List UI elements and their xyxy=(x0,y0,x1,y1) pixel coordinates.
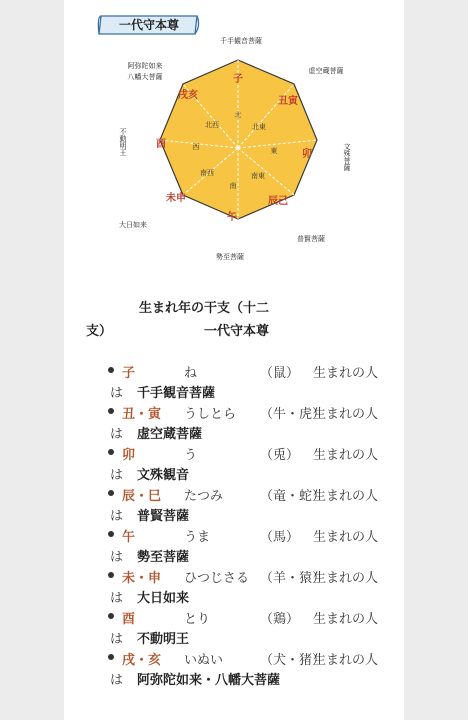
direction-n: 北 xyxy=(234,111,242,119)
bullet-icon xyxy=(108,531,114,537)
particle: は xyxy=(110,550,124,565)
reading: とり xyxy=(184,612,211,627)
zodiac-sign: 卯 xyxy=(122,448,136,463)
zodiac-w: 酉 xyxy=(156,139,166,150)
outer-label-bottom: 勢至菩薩 xyxy=(216,253,244,261)
buddha-name: 普賢菩薩 xyxy=(137,509,190,524)
zodiac-sign: 辰・巳 xyxy=(122,489,162,504)
bullet-icon xyxy=(108,654,114,660)
animal: （竜・蛇） xyxy=(260,489,326,504)
zodiac-n: 子 xyxy=(233,74,243,85)
particle: は xyxy=(110,386,124,401)
outer-label-bottom-right: 普賢菩薩 xyxy=(297,235,325,243)
born-text: 生まれの人 xyxy=(313,653,379,668)
bullet-icon xyxy=(108,613,114,619)
direction-nw: 北西 xyxy=(205,121,219,129)
zodiac-sign: 丑・寅 xyxy=(122,407,162,422)
animal: （牛・虎） xyxy=(260,407,326,422)
bullet-icon xyxy=(108,367,114,373)
caption-line-2b: 一代守本尊 xyxy=(204,324,270,339)
reading: う xyxy=(184,448,198,463)
born-text: 生まれの人 xyxy=(313,530,379,545)
zodiac-se: 辰己 xyxy=(268,196,288,207)
reading: ひつじさる xyxy=(184,571,250,586)
caption-line-2a: 支） xyxy=(86,324,113,339)
banner-title: 一代守本尊 xyxy=(118,18,179,32)
zodiac-list xyxy=(108,360,408,688)
reading: ね xyxy=(184,366,198,381)
zodiac-sign: 午 xyxy=(122,530,136,545)
zodiac-sw: 未申 xyxy=(166,193,186,204)
animal: （鶏） xyxy=(260,612,300,627)
particle: は xyxy=(110,468,124,483)
bullet-icon xyxy=(108,449,114,455)
born-text: 生まれの人 xyxy=(313,366,379,381)
outer-label-top-left-2: 八幡大菩薩 xyxy=(127,73,163,81)
direction-se: 南東 xyxy=(251,172,265,180)
reading: うま xyxy=(184,530,211,545)
buddha-name: 勢至菩薩 xyxy=(137,550,190,565)
born-text: 生まれの人 xyxy=(313,489,379,504)
list-item xyxy=(108,647,408,688)
zodiac-sign: 戌・亥 xyxy=(122,653,162,668)
zodiac-s: 午 xyxy=(227,212,237,223)
particle: は xyxy=(110,427,124,442)
animal: （鼠） xyxy=(260,366,300,381)
born-text: 生まれの人 xyxy=(313,448,379,463)
buddha-name: 虚空蔵菩薩 xyxy=(137,427,203,442)
direction-s: 南 xyxy=(229,182,237,190)
direction-sw: 南西 xyxy=(200,169,214,177)
bullet-icon xyxy=(108,490,114,496)
reading: うしとら xyxy=(184,407,237,422)
outer-label-right: 文殊菩薩 xyxy=(343,143,351,171)
list-item xyxy=(108,442,408,483)
direction-w: 西 xyxy=(192,143,200,151)
particle: は xyxy=(110,591,124,606)
list-item xyxy=(108,565,408,606)
caption-line-1: 生まれ年の干支（十二 xyxy=(139,301,270,316)
buddha-name: 千手観音菩薩 xyxy=(137,386,216,401)
direction-e: 東 xyxy=(270,147,278,155)
animal: （犬・猪） xyxy=(260,653,326,668)
buddha-name: 阿弥陀如来・八幡大菩薩 xyxy=(137,673,281,688)
born-text: 生まれの人 xyxy=(313,571,379,586)
buddha-name: 文殊観音 xyxy=(137,468,190,483)
buddha-name: 不動明王 xyxy=(137,632,190,647)
outer-label-bottom-left: 大日如来 xyxy=(119,221,147,229)
list-item xyxy=(108,524,408,565)
born-text: 生まれの人 xyxy=(313,407,379,422)
reading: たつみ xyxy=(184,489,224,504)
zodiac-sign: 酉 xyxy=(122,612,136,627)
list-item xyxy=(108,401,408,442)
zodiac-sign: 子 xyxy=(122,366,136,381)
zodiac-sign: 未・申 xyxy=(122,571,162,586)
list-item xyxy=(108,360,408,401)
born-text: 生まれの人 xyxy=(313,612,379,627)
article-page xyxy=(64,0,404,720)
bullet-icon xyxy=(108,408,114,414)
outer-label-top: 千手観音菩薩 xyxy=(220,37,262,45)
buddha-name: 大日如来 xyxy=(137,591,190,606)
direction-ne: 北東 xyxy=(252,123,266,131)
outer-label-top-left-1: 阿弥陀如来 xyxy=(127,62,163,70)
zodiac-nw: 戌亥 xyxy=(178,90,198,101)
list-item xyxy=(108,483,408,524)
bullet-icon xyxy=(108,572,114,578)
list-item xyxy=(108,606,408,647)
reading: いぬい xyxy=(184,653,224,668)
octagon-diagram xyxy=(64,0,404,275)
zodiac-e: 卯 xyxy=(302,149,312,160)
particle: は xyxy=(110,632,124,647)
animal: （羊・猿） xyxy=(260,571,326,586)
particle: は xyxy=(110,509,124,524)
zodiac-ne: 丑寅 xyxy=(278,96,298,107)
animal: （兎） xyxy=(260,448,300,463)
animal: （馬） xyxy=(260,530,300,545)
outer-label-top-right: 虚空蔵菩薩 xyxy=(308,67,344,75)
particle: は xyxy=(110,673,124,688)
outer-label-left: 不動明王 xyxy=(119,128,127,156)
